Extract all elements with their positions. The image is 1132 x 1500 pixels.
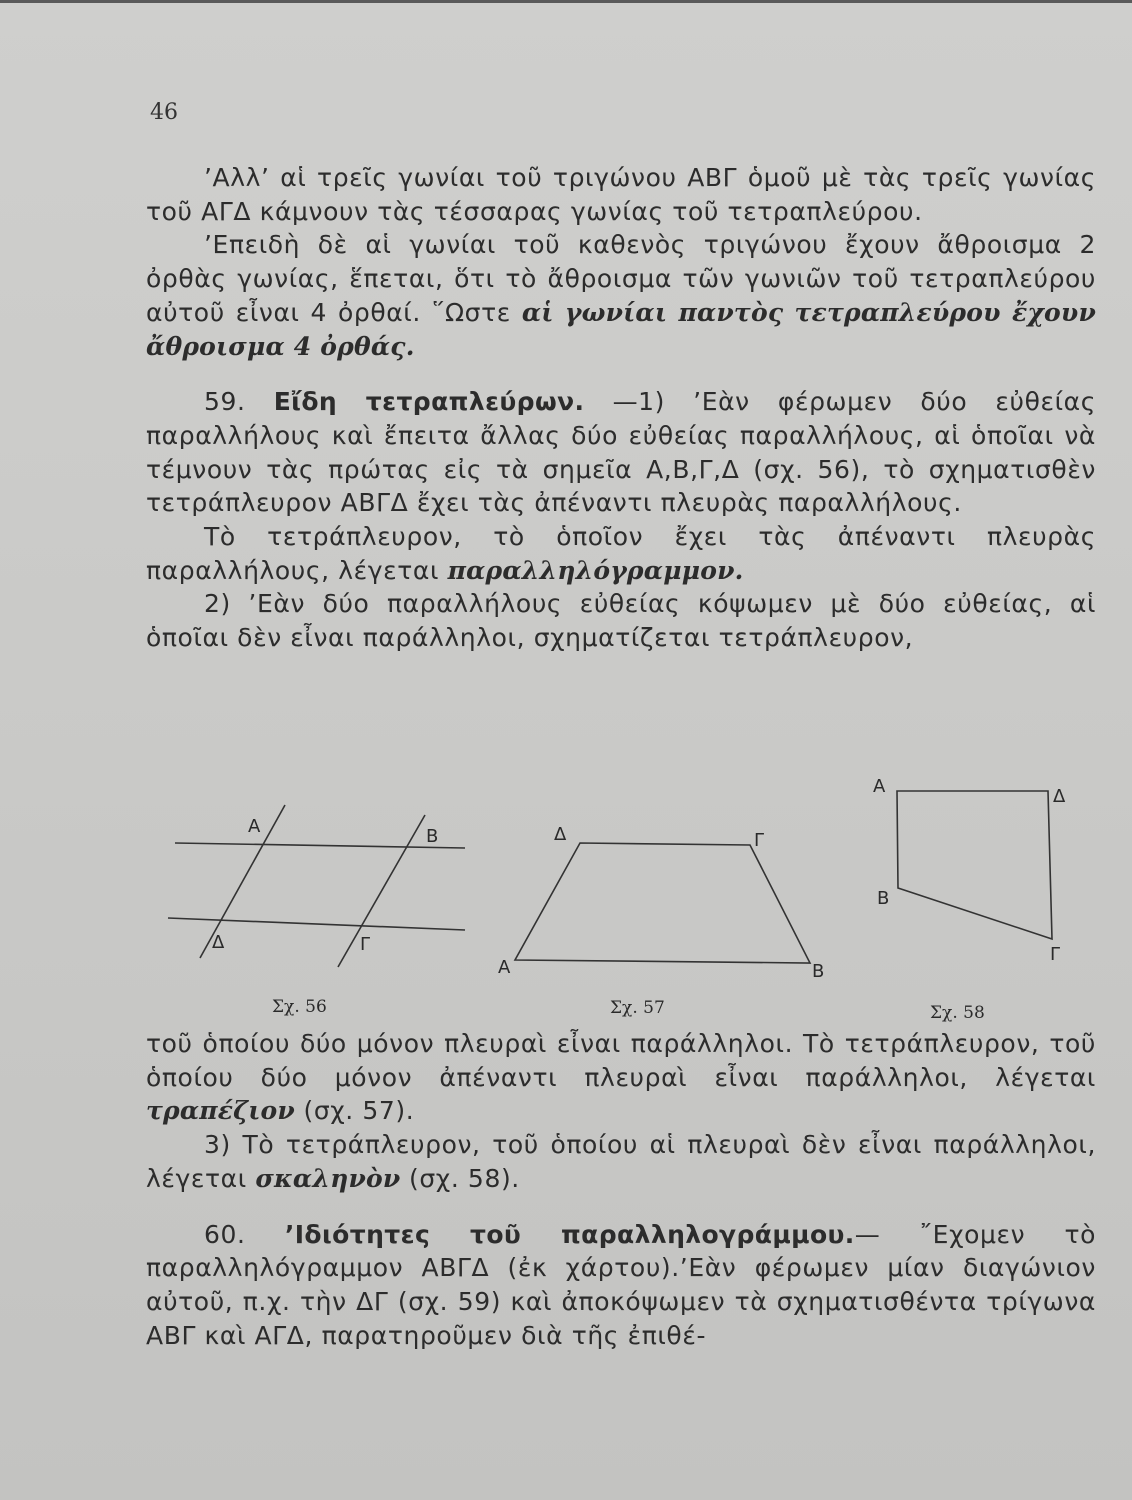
- term-scalene: σκαληνὸν: [255, 1163, 401, 1193]
- fig57-label-b: Β: [812, 961, 825, 982]
- figures-svg: [150, 770, 1110, 1030]
- section-59-number: 59.: [204, 387, 246, 417]
- fig56-right-transversal: [338, 815, 425, 967]
- fig58-label-g: Γ: [1050, 944, 1061, 965]
- figures-row: [150, 770, 1110, 1030]
- paragraph-trapezium-intro: 2) ’Εὰν δύο παραλλήλους εὐθείας κόψωμεν μὲ δύο εὐθείας, αἱ ὁποῖαι δὲν εἶναι παράλληλοι, σχηματίζεται τετράπλευρον,: [146, 589, 1096, 653]
- text-block-upper: [146, 161, 1096, 655]
- fig56-label-b: Β: [426, 826, 439, 847]
- section-59: 59. Εἴδη τετραπλεύρων. —1) ’Εὰν φέρωμεν δύο εὐθείας παραλλήλους καὶ ἔπειτα ἄλλας δύο εὐθείας παραλλήλους, αἱ ὁποῖαι νὰ τέμνουν τὰς πρώτας εἰς τὰ σημεῖα Α,Β,Γ,Δ (σχ. 56), τὸ σχηματισθὲν τετράπλευρον ΑΒΓΔ ἔχει τὰς ἀπέναντι πλευρὰς παραλλήλους.: [146, 387, 1097, 518]
- fig58-label-a: Α: [873, 776, 886, 797]
- fig56-label-g: Γ: [360, 934, 371, 955]
- fig58-label-b: Β: [877, 888, 890, 909]
- term-parallelogram: παραλληλόγραμμον.: [447, 555, 744, 585]
- figure-58-scalene-quadrilateral: [897, 791, 1052, 939]
- paragraph-angles-triangles: ’Αλλ’ αἱ τρεῖς γωνίαι τοῦ τριγώνου ΑΒΓ ὁμοῦ μὲ τὰς τρεῖς γωνίας τοῦ ΑΓΔ κάμνουν τὰς τέσσαρας γωνίας τοῦ τετραπλεύρου.: [146, 163, 1096, 226]
- top-edge-line: [0, 0, 1132, 3]
- caption-fig57: Σχ. 57: [610, 998, 665, 1018]
- term-trapezium: τραπέζιον: [146, 1096, 295, 1126]
- fig57-label-g: Γ: [754, 830, 765, 851]
- section-59-heading: Εἴδη τετραπλεύρων.: [273, 387, 585, 417]
- section-60-heading: ’Ιδιότητες τοῦ παραλληλογράμμου.: [284, 1219, 855, 1249]
- section-60: 60. ’Ιδιότητες τοῦ παραλληλογράμμου.— ῎Εχομεν τὸ παραλληλόγραμμον ΑΒΓΔ (ἐκ χάρτου).’Εὰν φέρωμεν μίαν διαγώνιον αὐτοῦ, π.χ. τὴν ΔΓ (σχ. 59) καὶ ἀποκόψωμεν τὰ σχηματισθέντα τρίγωνα ΑΒΓ καὶ ΑΓΔ, παρατηροῦμεν διὰ τῆς ἐπιθέ-: [146, 1219, 1096, 1350]
- caption-fig58: Σχ. 58: [930, 1003, 985, 1023]
- fig56-label-a: Α: [248, 816, 261, 837]
- emphasis-angle-sum-rule: αἱ γωνίαι παντὸς τετραπλεύρου ἔχουν ἄθροισμα 4 ὀρθάς.: [146, 297, 1096, 361]
- fig56-lower-parallel-line: [168, 918, 465, 930]
- paragraph-scalene-definition: 3) Τὸ τετράπλευρον, τοῦ ὁποίου αἱ πλευραὶ δὲν εἶναι παράλληλοι, λέγεται σκαληνὸν (σχ. 58).: [146, 1130, 1096, 1193]
- figure-57-trapezium: [515, 843, 810, 963]
- text-block-lower: [146, 1027, 1096, 1352]
- fig57-label-a: Α: [498, 957, 511, 978]
- page-number: 46: [150, 100, 178, 125]
- fig57-label-d: Δ: [554, 824, 567, 845]
- section-60-number: 60.: [204, 1219, 246, 1249]
- fig56-upper-parallel-line: [175, 843, 465, 848]
- paragraph-trapezium-definition: τοῦ ὁποίου δύο μόνον πλευραὶ εἶναι παράλληλοι. Τὸ τετράπλευρον, τοῦ ὁποίου δύο μόνον ἀπέναντι πλευραὶ εἶναι παράλληλοι, λέγεται τραπέζιον (σχ. 57).: [146, 1029, 1096, 1126]
- caption-fig56: Σχ. 56: [272, 997, 327, 1017]
- paragraph-parallelogram-definition: Τὸ τετράπλευρον, τὸ ὁποῖον ἔχει τὰς ἀπέναντι πλευρὰς παραλλήλους, λέγεται παραλληλόγραμμον.: [146, 522, 1096, 585]
- paragraph-angle-sum: ’Επειδὴ δὲ αἱ γωνίαι τοῦ καθενὸς τριγώνου ἔχουν ἄθροισμα 2 ὀρθὰς γωνίας, ἕπεται, ὅτι τὸ ἄθροισμα τῶν γωνιῶν τοῦ τετραπλεύρου αὐτοῦ εἶναι 4 ὀρθαί. ῞Ωστε αἱ γωνίαι παντὸς τετραπλεύρου ἔχουν ἄθροισμα 4 ὀρθάς.: [146, 230, 1096, 361]
- fig58-label-d: Δ: [1053, 786, 1066, 807]
- fig56-label-d: Δ: [212, 932, 225, 953]
